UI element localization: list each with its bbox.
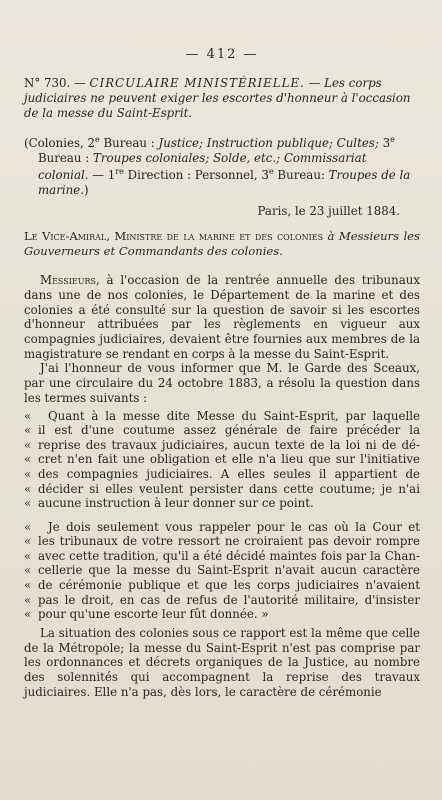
circular-heading (24, 76, 420, 121)
quote-line: « cellerie que la messe du Saint-Esprit n'avait aucun caractère (24, 563, 420, 578)
quote-line: « cret n'en fait une obligation et elle n'a lieu que sur l'initiative (24, 452, 420, 467)
circular-number: N° 730. — (24, 76, 86, 90)
quote-line: « les tribunaux de votre ressort ne croiraient pas devoir rompre (24, 534, 420, 549)
quote-block-1 (24, 409, 420, 511)
quote-line: « de cérémonie publique et que les corps judiciaires n'avaient (24, 578, 420, 593)
sender: Le Vice-Amiral, Ministre de la marine et des colonies (24, 229, 324, 244)
quote-line: « il est d'une coutume assez générale de faire précéder la (24, 423, 420, 438)
page-number: — 412 — (185, 47, 259, 62)
quote-line: « Quant à la messe dite Messe du Saint-Esprit, par laquelle (24, 408, 420, 423)
bureaux-reference: (Colonies, 2e Bureau : Justice; Instruction publique; Cultes; 3e Bureau : Troupes coloniales; Solde, etc.; Commissariat colonial. — 1re Direction : Personnel, 3e Bureau: Troupes de la marine.) (24, 135, 411, 197)
circular-title: CIRCULAIRE MINISTÉRIELLE. (89, 76, 305, 90)
quote-line: « pas le droit, en cas de refus de l'autorité militaire, d'insister (24, 592, 420, 607)
paragraph-3: La situation des colonies sous ce rapport est la même que celle de la Métropole; la messe du Saint-Esprit n'est pas comprise par les ordonnances et décrets organiques de la Justice, au nombre des solennités qui accompagnent la reprise des travaux judiciaires. Elle n'a pas, dès lors, le caractère de cérémonie (24, 625, 420, 699)
salutation: Messieurs, (40, 273, 100, 288)
dateline: Paris, le 23 juillet 1884. (257, 204, 400, 219)
quote-line: « avec cette tradition, qu'il a été décidé maintes fois par la Chan- (24, 548, 420, 563)
recipients: à Messieurs les Gouverneurs et Commandants des colonies. (24, 229, 420, 259)
quote-block-2 (24, 520, 420, 622)
quote-line: « décider si elles veulent persister dans cette coutume; je n'ai (24, 481, 420, 496)
quote-line: « reprise des travaux judiciaires, aucun texte de la loi ni de dé- (24, 437, 420, 452)
paragraph-1: Messieurs, à l'occasion de la rentrée annuelle des tribunaux dans une de nos colonies, le Département de la marine et des colonies a été consulté sur la question de savoir si les escortes d'honneur attribuées par les règlements en vigueur aux compagnies judiciaires, devaient être fournies aux membres de la magistrature se rendant en corps à la messe du Saint-Esprit. (24, 273, 420, 361)
quote-line: « pour qu'une escorte leur fût donnée. » (24, 607, 269, 622)
quote-line: « aucune instruction à leur donner sur ce point. (24, 496, 314, 511)
quote-line: « des compagnies judiciaires. A elles seules il appartient de (24, 466, 420, 481)
address-line (24, 229, 420, 259)
circular-subject: — Les corps judiciaires ne peuvent exiger les escortes d'honneur à l'occasion de la messe du Saint-Esprit. (24, 76, 411, 120)
paragraph-2: J'ai l'honneur de vous informer que M. le Garde des Sceaux, par une circulaire du 24 octobre 1883, a résolu la question dans les termes suivants : (24, 361, 420, 405)
quote-line: « Je dois seulement vous rappeler pour le cas où la Cour et (24, 519, 420, 534)
